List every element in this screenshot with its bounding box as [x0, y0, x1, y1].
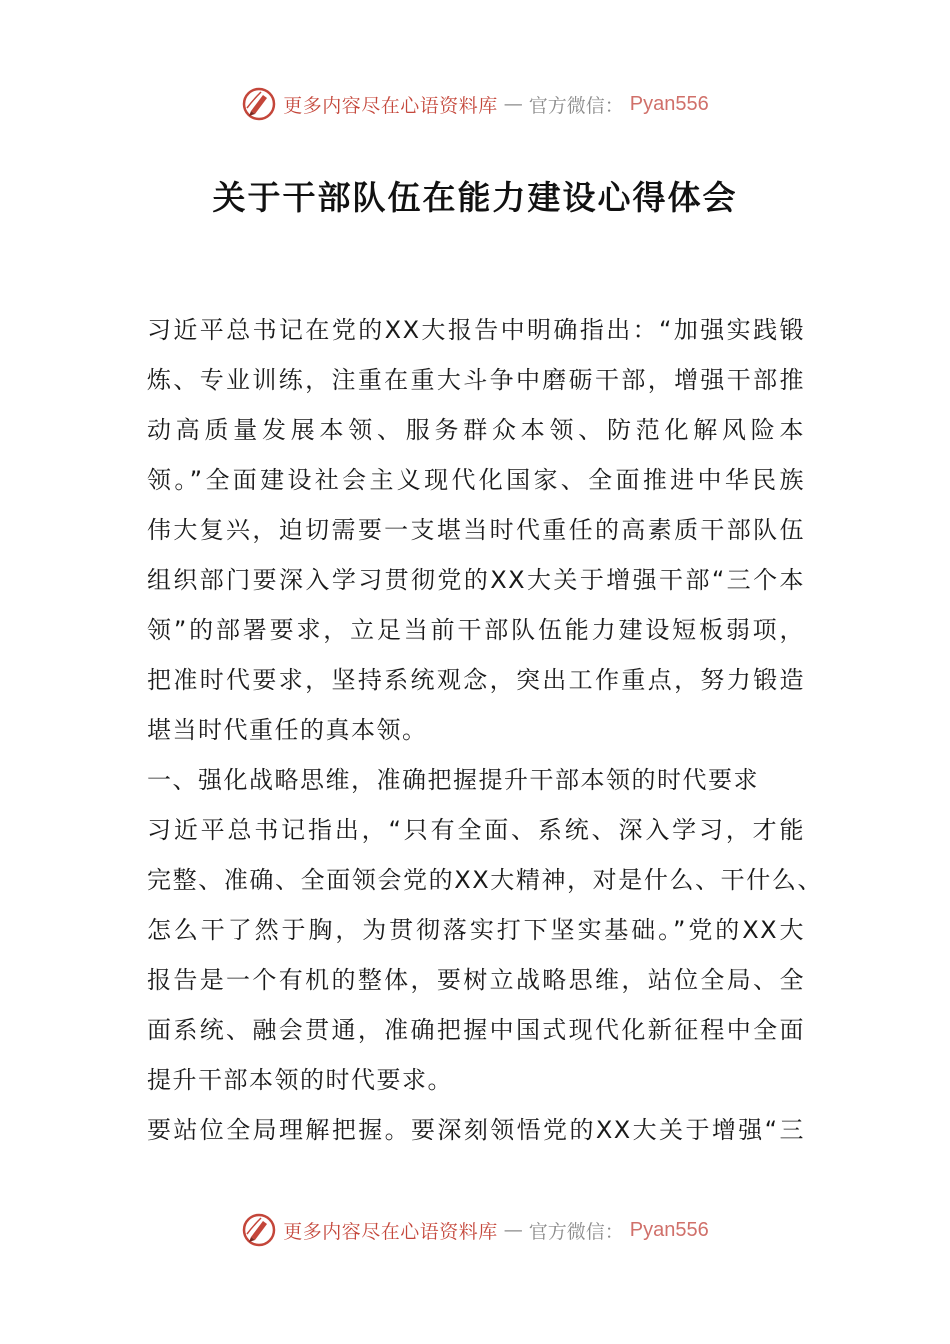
body-line: 完整、准确、全面领会党的XX大精神，对是什么、干什么、: [147, 866, 823, 894]
document-title: 关于干部队伍在能力建设心得体会: [212, 178, 738, 217]
section-heading: 一、强化战略思维，准确把握提升干部本领的时代要求: [147, 766, 759, 794]
pen-logo-icon: [241, 86, 277, 122]
body-line: 面系统、融会贯通，准确把握中国式现代化新征程中全面: [147, 1016, 805, 1044]
document-body: [147, 305, 827, 1155]
banner-separator: —: [503, 93, 523, 115]
body-line: 习近平总书记在党的XX大报告中明确指出：“加强实践锻: [147, 316, 805, 344]
banner-slogan: 更多内容尽在心语资料库: [283, 1220, 498, 1243]
banner-separator: —: [503, 1219, 523, 1241]
body-line: 动高质量发展本领、服务群众本领、防范化解风险本: [147, 416, 805, 444]
body-line: 组织部门要深入学习贯彻党的XX大关于增强干部“三个本: [147, 566, 805, 594]
body-line: 报告是一个有机的整体，要树立战略思维，站位全局、全: [147, 966, 805, 994]
body-line: 领”的部署要求，立足当前干部队伍能力建设短板弱项，: [147, 616, 805, 644]
banner-contact-id: Pyan556: [629, 92, 709, 115]
header-banner: [0, 84, 950, 124]
body-line: 提升干部本领的时代要求。: [147, 1066, 453, 1094]
body-line: 要站位全局理解把握。要深刻领悟党的XX大关于增强“三: [147, 1116, 805, 1144]
banner-contact-label: 官方微信：: [528, 94, 624, 117]
banner-contact-label: 官方微信：: [528, 1220, 624, 1243]
banner-slogan: 更多内容尽在心语资料库: [283, 94, 498, 117]
banner-contact-id: Pyan556: [629, 1218, 709, 1241]
body-line: 习近平总书记指出，“只有全面、系统、深入学习，才能: [147, 816, 805, 844]
body-line: 把准时代要求，坚持系统观念，突出工作重点，努力锻造: [147, 666, 805, 694]
body-line: 伟大复兴，迫切需要一支堪当时代重任的高素质干部队伍: [147, 516, 805, 544]
body-line: 堪当时代重任的真本领。: [147, 716, 428, 744]
pen-logo-icon: [241, 1212, 277, 1248]
footer-banner: [0, 1210, 950, 1250]
body-line: 炼、专业训练，注重在重大斗争中磨砺干部，增强干部推: [147, 366, 805, 394]
body-line: 领。”全面建设社会主义现代化国家、全面推进中华民族: [147, 466, 805, 494]
body-line: 怎么干了然于胸，为贯彻落实打下坚实基础。”党的XX大: [147, 916, 805, 944]
